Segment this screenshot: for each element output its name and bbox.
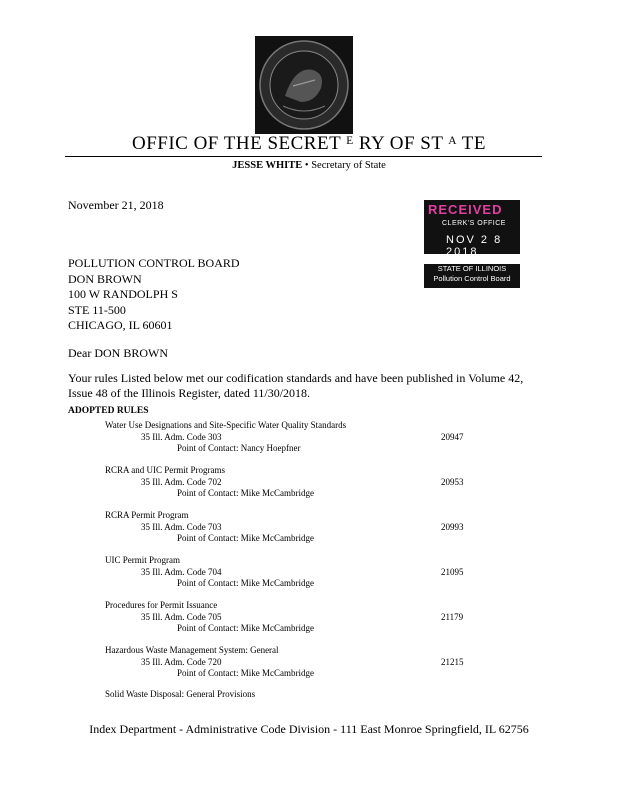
rule-page: 20993: [441, 521, 464, 532]
board-stamp-line1: STATE OF ILLINOIS: [437, 264, 507, 273]
salutation: Dear DON BROWN: [68, 346, 168, 360]
recipient-address: [68, 256, 240, 334]
received-stamp-clerk: CLERK'S OFFICE: [442, 220, 506, 227]
state-seal-image: [255, 36, 353, 134]
rule-name: Hazardous Waste Management System: General: [105, 645, 279, 655]
rule-item: [105, 420, 505, 455]
secretary-name: JESSE WHITE: [232, 160, 303, 171]
body-paragraph: Your rules Listed below met our codification standards and have been published in Volume 42, Issue 48 of the Illinois Register, dated 11/30/2018.: [68, 371, 524, 400]
rule-name: RCRA Permit Program: [105, 510, 189, 520]
recipient-line: STE 11-500: [68, 302, 126, 317]
footer-address: Index Department - Administrative Code Division - 111 East Monroe Springfield, IL 62756: [89, 722, 529, 736]
rule-name: UIC Permit Program: [105, 555, 180, 565]
rule-item: [105, 465, 505, 500]
rule-name: Solid Waste Disposal: General Provisions: [105, 689, 256, 699]
rule-contact: Point of Contact: Mike McCambridge: [177, 533, 314, 543]
rule-contact: Point of Contact: Mike McCambridge: [177, 623, 314, 633]
board-stamp-line2: Pollution Control Board: [433, 274, 511, 283]
letter-date: November 21, 2018: [68, 198, 164, 212]
rule-code: 35 Ill. Adm. Code 705: [141, 611, 222, 622]
rule-item: [105, 600, 505, 635]
received-stamp-title: RECEIVED: [428, 202, 503, 217]
rule-page: 21215: [441, 656, 464, 667]
rule-item: [105, 689, 505, 701]
rule-contact: Point of Contact: Mike McCambridge: [177, 578, 314, 588]
secretary-line: [0, 160, 618, 171]
rule-page: 20953: [441, 476, 464, 487]
recipient-line: DON BROWN: [68, 271, 142, 286]
rule-code: 35 Ill. Adm. Code 703: [141, 521, 222, 532]
rule-item: [105, 555, 505, 590]
letterhead-divider: [65, 156, 542, 157]
adopted-rules-heading: ADOPTED RULES: [68, 406, 149, 416]
rule-contact: Point of Contact: Nancy Hoepfner: [177, 443, 301, 453]
rule-code: 35 Ill. Adm. Code 704: [141, 566, 222, 577]
received-stamp-date: NOV 2 8 2018: [446, 234, 503, 258]
rule-page: 21179: [441, 611, 464, 622]
rule-code: 35 Ill. Adm. Code 720: [141, 656, 222, 667]
recipient-line: CHICAGO, IL 60601: [68, 318, 173, 333]
rule-name: Water Use Designations and Site-Specific Water Quality Standards: [105, 420, 347, 430]
rule-name: RCRA and UIC Permit Programs: [105, 465, 226, 475]
rule-name: Procedures for Permit Issuance: [105, 600, 218, 610]
recipient-line: 100 W RANDOLPH S: [68, 287, 178, 302]
board-stamp: [424, 264, 520, 288]
rule-code: 35 Ill. Adm. Code 303: [141, 431, 222, 442]
rule-contact: Point of Contact: Mike McCambridge: [177, 488, 314, 498]
rule-item: [105, 510, 505, 545]
rule-contact: Point of Contact: Mike McCambridge: [177, 668, 314, 678]
rule-page: 20947: [441, 431, 464, 442]
recipient-line: POLLUTION CONTROL BOARD: [68, 256, 240, 270]
rule-page: 21095: [441, 566, 464, 577]
received-stamp: [424, 200, 520, 258]
rule-code: 35 Ill. Adm. Code 702: [141, 476, 222, 487]
secretary-role: • Secretary of State: [302, 160, 386, 171]
office-title: OFFIC OF THE SECRET ᴱ RY OF ST ᴬ TE: [131, 133, 487, 154]
rule-item: [105, 645, 505, 680]
